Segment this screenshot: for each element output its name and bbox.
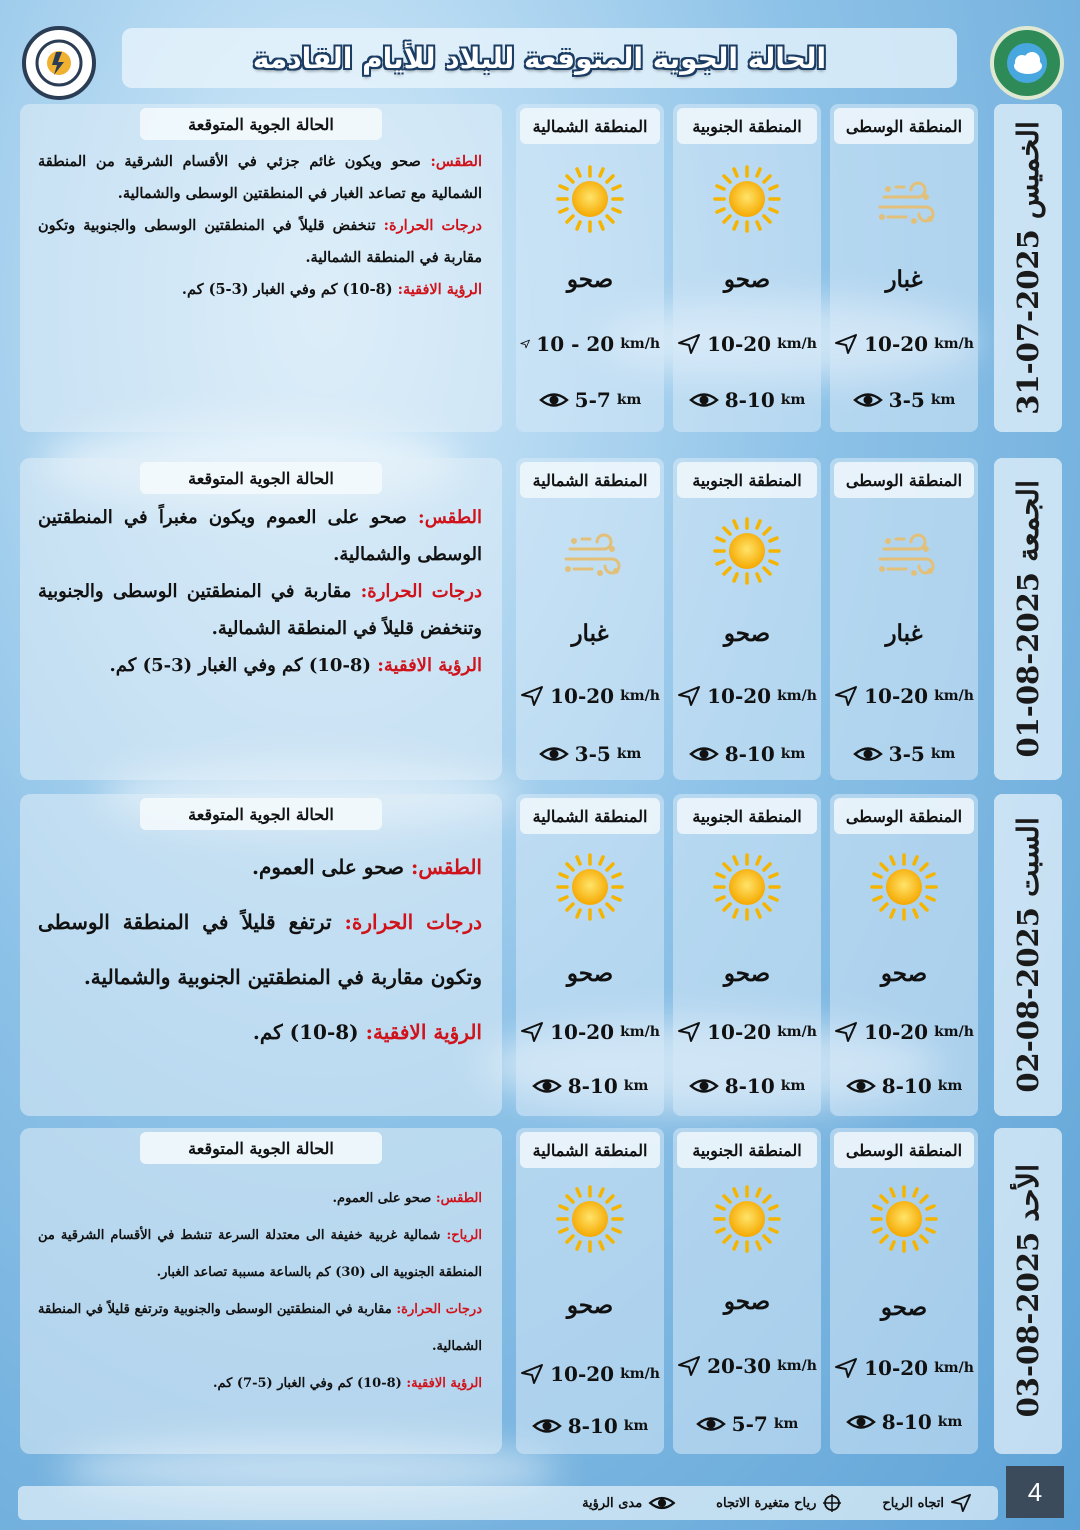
wind-speed: 10-20 km/h xyxy=(677,332,817,356)
region-name: المنطقة الوسطى xyxy=(834,462,974,498)
region-name: المنطقة الشمالية xyxy=(520,108,660,144)
visibility: 8-10 km xyxy=(677,388,817,412)
wind-speed: 10-20 km/h xyxy=(677,684,817,708)
wind-direction-icon xyxy=(834,1021,858,1043)
variable-wind-icon xyxy=(822,1493,842,1513)
wind-speed: 10-20 km/h xyxy=(834,684,974,708)
page-title: الحالة الجوية المتوقعة للبلاد للأيام القادمة xyxy=(252,41,827,75)
wind-speed: 10-20 km/h xyxy=(834,1020,974,1044)
region-name: المنطقة الوسطى xyxy=(834,798,974,834)
wind-speed: 10-20 km/h xyxy=(677,1020,817,1044)
sun-icon xyxy=(712,164,782,234)
description-line: الرياح: شمالية غربية خفيفة الى معتدلة السرعة تنشط في الأقسام الشرقية من المنطقة الجنوبية الى (30) كم بالساعة مسببة تصاعد الغبار. xyxy=(38,1228,482,1281)
description-line: الرؤية الافقية: (8-10) كم وفي الغبار (5-7) كم. xyxy=(212,1376,482,1392)
visibility: 8-10 km xyxy=(677,1074,817,1098)
date-bar xyxy=(994,794,1062,1116)
wind-direction-icon xyxy=(520,1021,544,1043)
condition-text: صحو xyxy=(723,266,771,293)
forecasting-department-logo xyxy=(22,26,96,100)
region-name: المنطقة الشمالية xyxy=(520,798,660,834)
wind-direction-icon xyxy=(677,1021,701,1043)
description-header: الحالة الجوية المتوقعة xyxy=(140,798,382,830)
description-line: الطقس: صحو على العموم. xyxy=(332,1191,482,1206)
eye-icon xyxy=(689,389,719,411)
eye-icon xyxy=(846,1411,876,1433)
legend-item: رياح متغيرة الاتجاه xyxy=(716,1493,842,1513)
visibility: 8-10 km xyxy=(520,1414,660,1438)
visibility: 8-10 km xyxy=(677,742,817,766)
condition-text: صحو xyxy=(566,1292,614,1319)
sun-icon xyxy=(712,852,782,922)
visibility: 8-10 km xyxy=(834,1074,974,1098)
condition-text: صحو xyxy=(880,960,928,987)
description-body xyxy=(38,146,482,305)
visibility: 8-10 km xyxy=(520,1074,660,1098)
eye-icon xyxy=(853,743,883,765)
visibility: 8-10 km xyxy=(834,1410,974,1434)
dust-icon xyxy=(869,164,939,234)
region-card-central xyxy=(830,104,978,432)
description-line: الطقس: صحو على العموم ويكون مغبراً في المنطقتين الوسطى والشمالية. xyxy=(38,507,482,565)
wind-direction-icon xyxy=(834,1357,858,1379)
region-card-northern xyxy=(516,104,664,432)
dust-icon xyxy=(869,516,939,586)
wind-direction-icon xyxy=(677,333,701,355)
day-date: الخميس 2025-07-31 xyxy=(1011,121,1045,415)
region-name: المنطقة الجنوبية xyxy=(677,108,817,144)
day-block xyxy=(20,794,1062,1116)
sun-icon xyxy=(712,516,782,586)
region-name: المنطقة الشمالية xyxy=(520,1132,660,1168)
region-card-northern xyxy=(516,458,664,780)
condition-text: غبار xyxy=(885,266,923,293)
wind-speed: 10-20 km/h xyxy=(520,684,660,708)
region-card-northern xyxy=(516,1128,664,1454)
day-date: الجمعة 2025-08-01 xyxy=(1011,480,1045,758)
visibility: 5-7 km xyxy=(520,388,660,412)
description-line: الطقس: صحو على العموم. xyxy=(252,855,482,879)
wind-direction-icon xyxy=(520,685,544,707)
sun-icon xyxy=(712,1184,782,1254)
wind-speed: 20-30 km/h xyxy=(677,1354,817,1378)
region-name: المنطقة الوسطى xyxy=(834,1132,974,1168)
eye-icon xyxy=(689,743,719,765)
condition-text: صحو xyxy=(723,960,771,987)
legend-item: مدى الرؤية xyxy=(582,1493,676,1513)
wind-direction-icon xyxy=(834,685,858,707)
sun-icon xyxy=(555,1184,625,1254)
region-card-northern xyxy=(516,794,664,1116)
wind-direction-icon xyxy=(677,1355,701,1377)
wind-direction-icon xyxy=(520,1363,544,1385)
sun-icon xyxy=(555,852,625,922)
wind-direction-icon xyxy=(834,333,858,355)
day-date: الأحد 2025-08-03 xyxy=(1011,1164,1045,1418)
day-date: السبت 2025-08-02 xyxy=(1011,817,1045,1093)
wind-speed: 10 - 20 km/h xyxy=(520,332,660,356)
eye-icon xyxy=(696,1413,726,1435)
description-header: الحالة الجوية المتوقعة xyxy=(140,1132,382,1164)
meteorological-organization-logo xyxy=(990,26,1064,100)
visibility: 3-5 km xyxy=(520,742,660,766)
description-line: درجات الحرارة: تنخفض قليلاً في المنطقتين الوسطى والجنوبية وتكون مقاربة في المنطقة الشمالية. xyxy=(38,216,482,266)
visibility: 3-5 km xyxy=(834,742,974,766)
forecast-description xyxy=(20,458,502,780)
wind-speed: 10-20 km/h xyxy=(520,1362,660,1386)
region-card-central xyxy=(830,1128,978,1454)
condition-text: صحو xyxy=(566,266,614,293)
wind-direction-icon xyxy=(677,685,701,707)
day-block xyxy=(20,458,1062,780)
condition-text: غبار xyxy=(885,620,923,647)
description-line: الطقس: صحو ويكون غائم جزئي في الأقسام الشرقية من المنطقة الشمالية مع تصاعد الغبار في المنطقتين الوسطى والشمالية. xyxy=(38,153,482,202)
description-body xyxy=(38,1180,482,1402)
page-title-bar xyxy=(122,28,957,88)
description-header: الحالة الجوية المتوقعة xyxy=(140,462,382,494)
wind-direction-icon xyxy=(950,1493,972,1513)
eye-icon xyxy=(648,1493,676,1513)
description-body xyxy=(38,840,482,1060)
forecast-description xyxy=(20,794,502,1116)
eye-icon xyxy=(532,1075,562,1097)
region-name: المنطقة الجنوبية xyxy=(677,1132,817,1168)
legend-item: اتجاه الرياح xyxy=(882,1493,972,1513)
region-name: المنطقة الجنوبية xyxy=(677,798,817,834)
eye-icon xyxy=(532,1415,562,1437)
region-card-central xyxy=(830,458,978,780)
condition-text: صحو xyxy=(566,960,614,987)
condition-text: صحو xyxy=(723,1288,771,1315)
day-block xyxy=(20,104,1062,432)
region-name: المنطقة الجنوبية xyxy=(677,462,817,498)
forecast-description xyxy=(20,104,502,432)
description-line: الرؤية الافقية: (8-10) كم وفي الغبار (3-5) كم. xyxy=(109,654,482,676)
description-line: الرؤية الافقية: (8-10) كم. xyxy=(252,1020,482,1044)
region-name: المنطقة الشمالية xyxy=(520,462,660,498)
region-card-southern xyxy=(673,1128,821,1454)
eye-icon xyxy=(539,743,569,765)
eye-icon xyxy=(689,1075,719,1097)
sun-icon xyxy=(869,1184,939,1254)
sun-icon xyxy=(555,164,625,234)
eye-icon xyxy=(853,389,883,411)
description-line: درجات الحرارة: مقاربة في المنطقتين الوسطى والجنوبية وترتفع قليلاً في المنطقة الشمالية. xyxy=(38,1302,482,1355)
page-number: 4 xyxy=(1006,1466,1064,1518)
eye-icon xyxy=(539,389,569,411)
forecast-description xyxy=(20,1128,502,1454)
description-body xyxy=(38,500,482,684)
region-card-southern xyxy=(673,104,821,432)
legend-bar xyxy=(18,1486,998,1520)
region-card-southern xyxy=(673,794,821,1116)
condition-text: صحو xyxy=(723,620,771,647)
dust-icon xyxy=(555,516,625,586)
visibility: 5-7 km xyxy=(677,1412,817,1436)
date-bar xyxy=(994,104,1062,432)
region-card-central xyxy=(830,794,978,1116)
date-bar xyxy=(994,1128,1062,1454)
condition-text: صحو xyxy=(880,1294,928,1321)
eye-icon xyxy=(846,1075,876,1097)
description-line: الرؤية الافقية: (8-10) كم وفي الغبار (3-5) كم. xyxy=(181,280,482,298)
wind-speed: 10-20 km/h xyxy=(834,1356,974,1380)
description-header: الحالة الجوية المتوقعة xyxy=(140,108,382,140)
region-card-southern xyxy=(673,458,821,780)
condition-text: غبار xyxy=(571,620,609,647)
description-line: درجات الحرارة: مقاربة في المنطقتين الوسطى والجنوبية وتنخفض قليلاً في المنطقة الشمالية. xyxy=(38,580,482,639)
date-bar xyxy=(994,458,1062,780)
day-block xyxy=(20,1128,1062,1454)
wind-speed: 10-20 km/h xyxy=(834,332,974,356)
region-name: المنطقة الوسطى xyxy=(834,108,974,144)
wind-direction-icon xyxy=(520,333,530,355)
wind-speed: 10-20 km/h xyxy=(520,1020,660,1044)
sun-icon xyxy=(869,852,939,922)
description-line: درجات الحرارة: ترتفع قليلاً في المنطقة الوسطى وتكون مقاربة في المنطقتين الجنوبية والشمالية. xyxy=(38,910,483,989)
visibility: 3-5 km xyxy=(834,388,974,412)
